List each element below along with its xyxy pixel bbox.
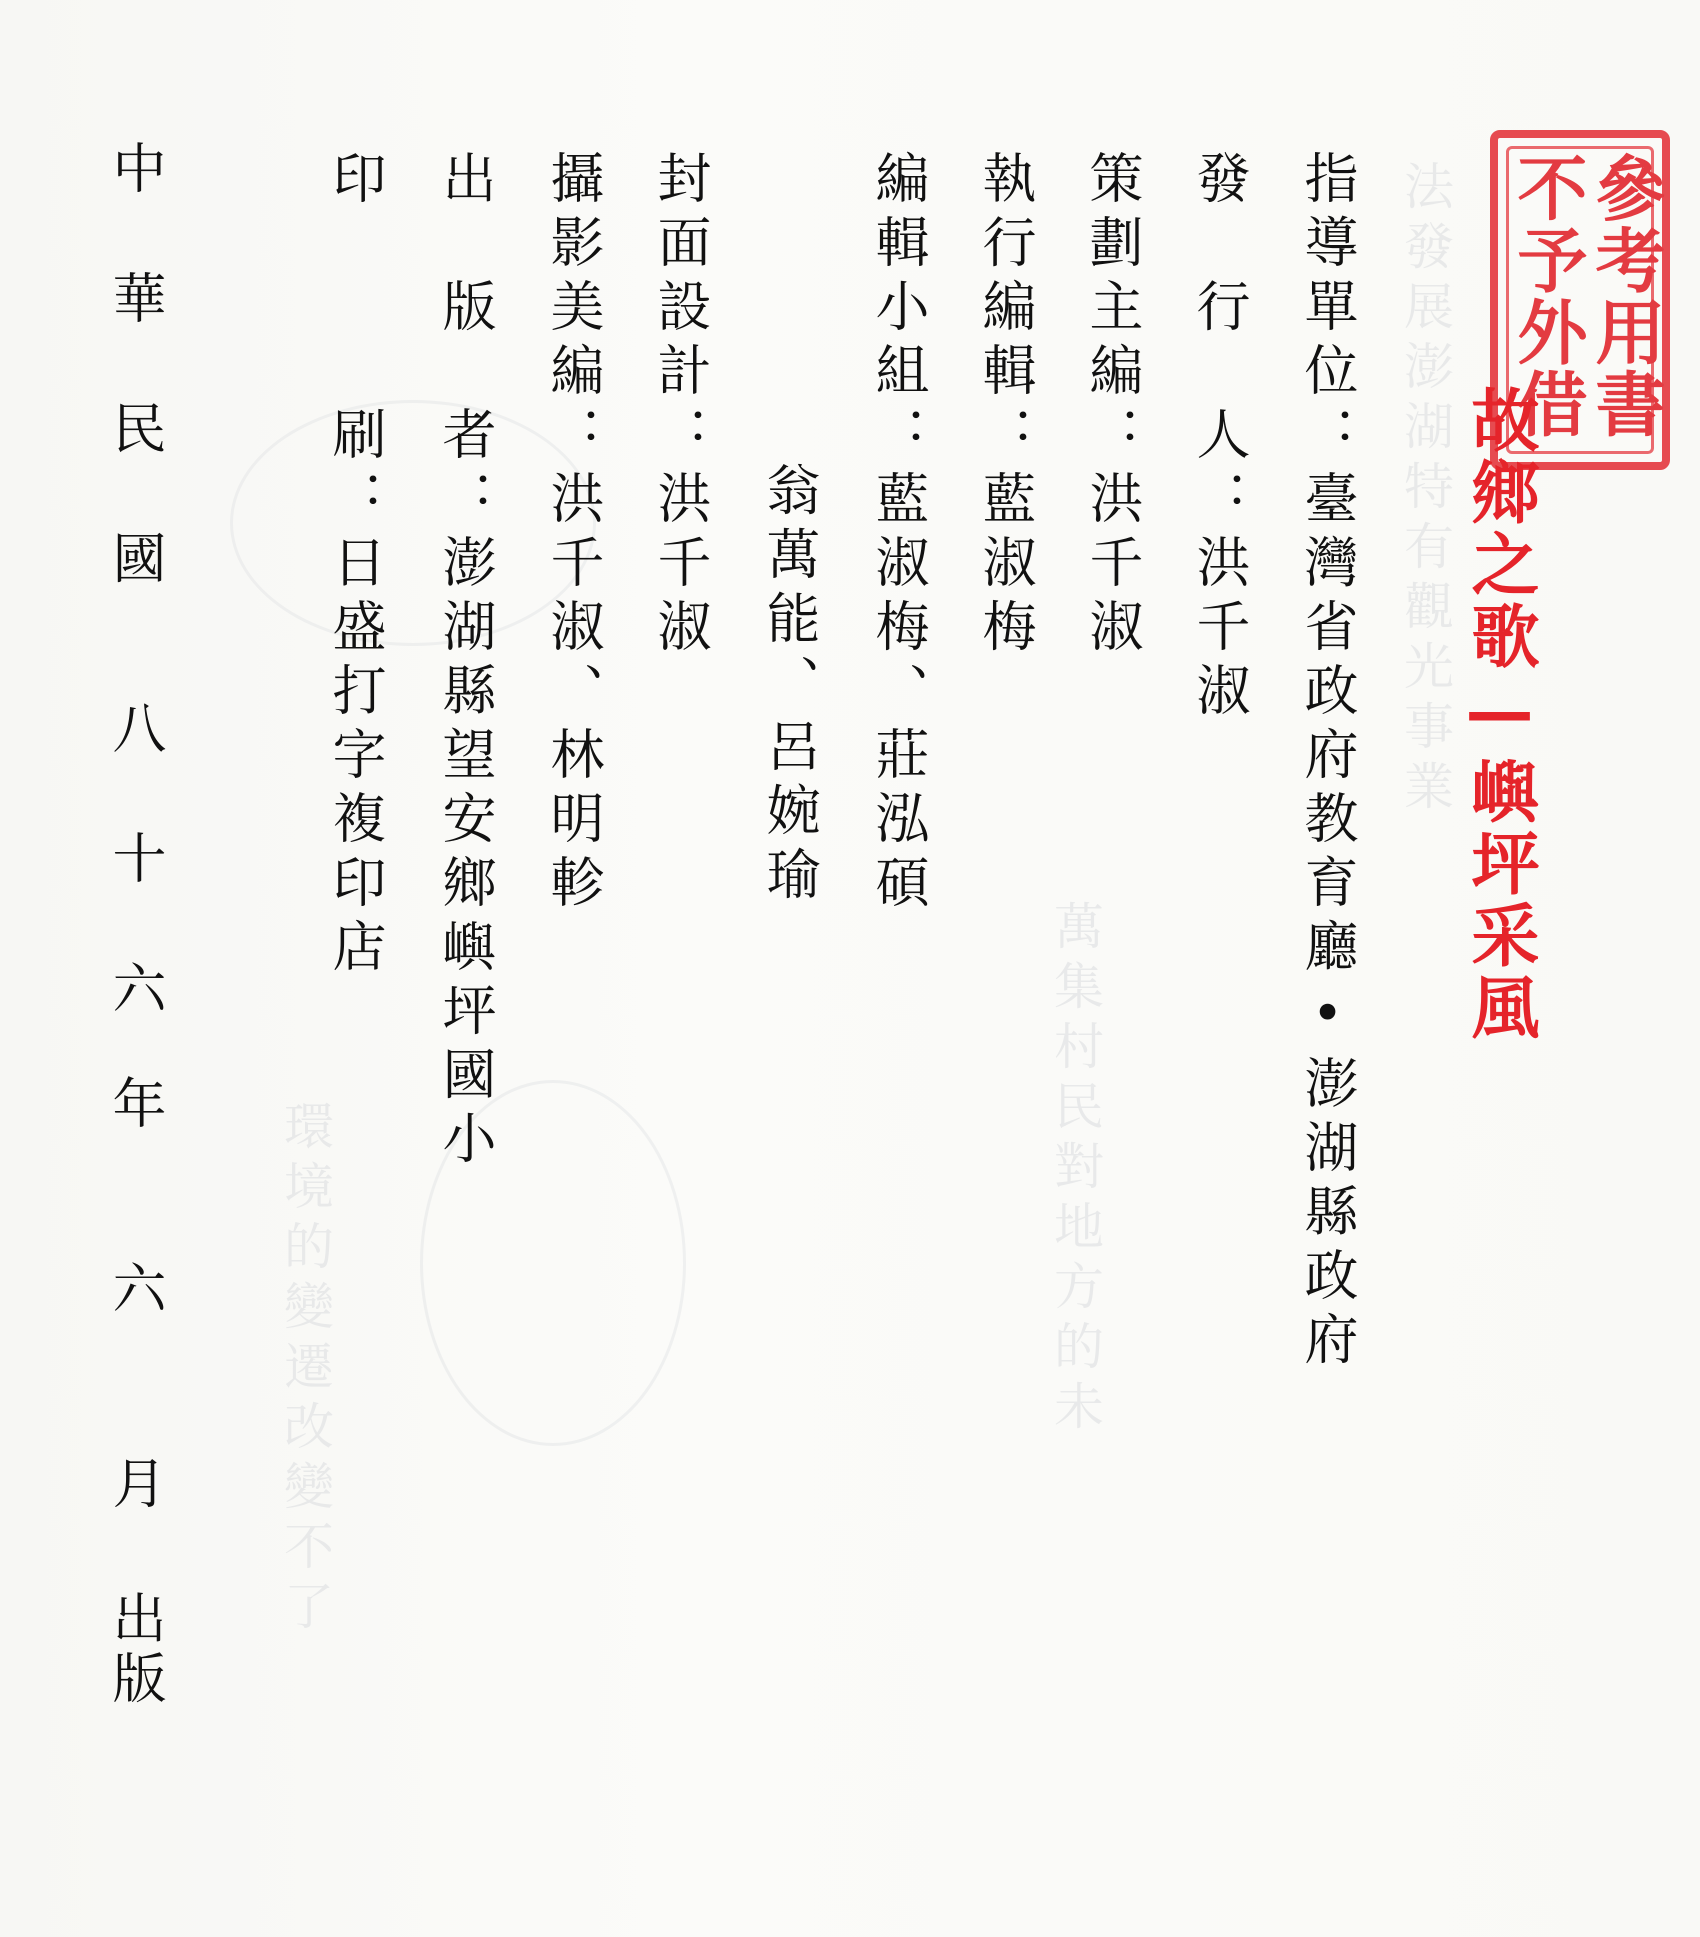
credit-value: 藍淑梅 xyxy=(974,470,1037,662)
credit-chief-editor xyxy=(1081,150,1144,662)
credit-label: 封面設計： xyxy=(649,150,712,470)
credit-value: 澎湖縣望安鄉嶼坪國小 xyxy=(434,534,497,1174)
bleed-through-text: 環境的變遷改變不了 xyxy=(276,1100,334,1640)
credit-value: 洪千淑、林明軫 xyxy=(542,470,605,918)
credit-label: 編輯小組： xyxy=(867,150,930,470)
credit-cover-design xyxy=(649,150,712,662)
credit-value: 洪千淑 xyxy=(1081,470,1144,662)
credit-label: 印 刷： xyxy=(324,150,387,534)
credit-value: 臺灣省政府教育廳•澎湖縣政府 xyxy=(1296,470,1359,1375)
book-title: 故鄉之歌—嶼坪采風 xyxy=(1460,385,1539,1044)
credit-editorial-team xyxy=(867,150,930,918)
imprint-month: 六 xyxy=(104,1260,167,1314)
credit-value: 藍淑梅、莊泓碩 xyxy=(867,470,930,918)
credit-value: 日盛打字複印店 xyxy=(324,534,387,982)
credit-label: 策劃主編： xyxy=(1081,150,1144,470)
credit-label: 執行編輯： xyxy=(974,150,1037,470)
credit-value: 翁萬能、呂婉瑜 xyxy=(758,462,821,910)
credit-label: 攝影美編： xyxy=(542,150,605,470)
bleed-through-text: 萬集村民對地方的未 xyxy=(1046,900,1104,1440)
credit-executive-editor xyxy=(974,150,1037,662)
stamp-line1: 參考用書 xyxy=(1584,152,1666,440)
credit-label: 發 行 人： xyxy=(1188,150,1251,534)
credit-guidance-unit xyxy=(1296,150,1359,1375)
imprint-month-unit: 月 xyxy=(104,1455,167,1509)
credit-publisher-person xyxy=(1188,150,1251,726)
credit-value: 洪千淑 xyxy=(649,470,712,662)
bleed-through-text: 法發展澎湖特有觀光事業 xyxy=(1396,160,1454,820)
imprint-year-unit: 年 xyxy=(104,1075,167,1129)
imprint-publish: 出版 xyxy=(104,1590,167,1710)
credit-label: 出 版 者： xyxy=(434,150,497,534)
imprint-year: 八十六 xyxy=(104,700,167,1090)
credit-editorial-team-cont xyxy=(758,462,821,910)
credit-printer xyxy=(324,150,387,982)
credit-label: 指導單位： xyxy=(1296,150,1359,470)
credit-publisher xyxy=(434,150,497,1174)
credit-value: 洪千淑 xyxy=(1188,534,1251,726)
stamp-line2: 不予外借 xyxy=(1506,152,1588,440)
imprint-era: 中華民國 xyxy=(104,140,167,660)
credit-photography xyxy=(542,150,605,918)
